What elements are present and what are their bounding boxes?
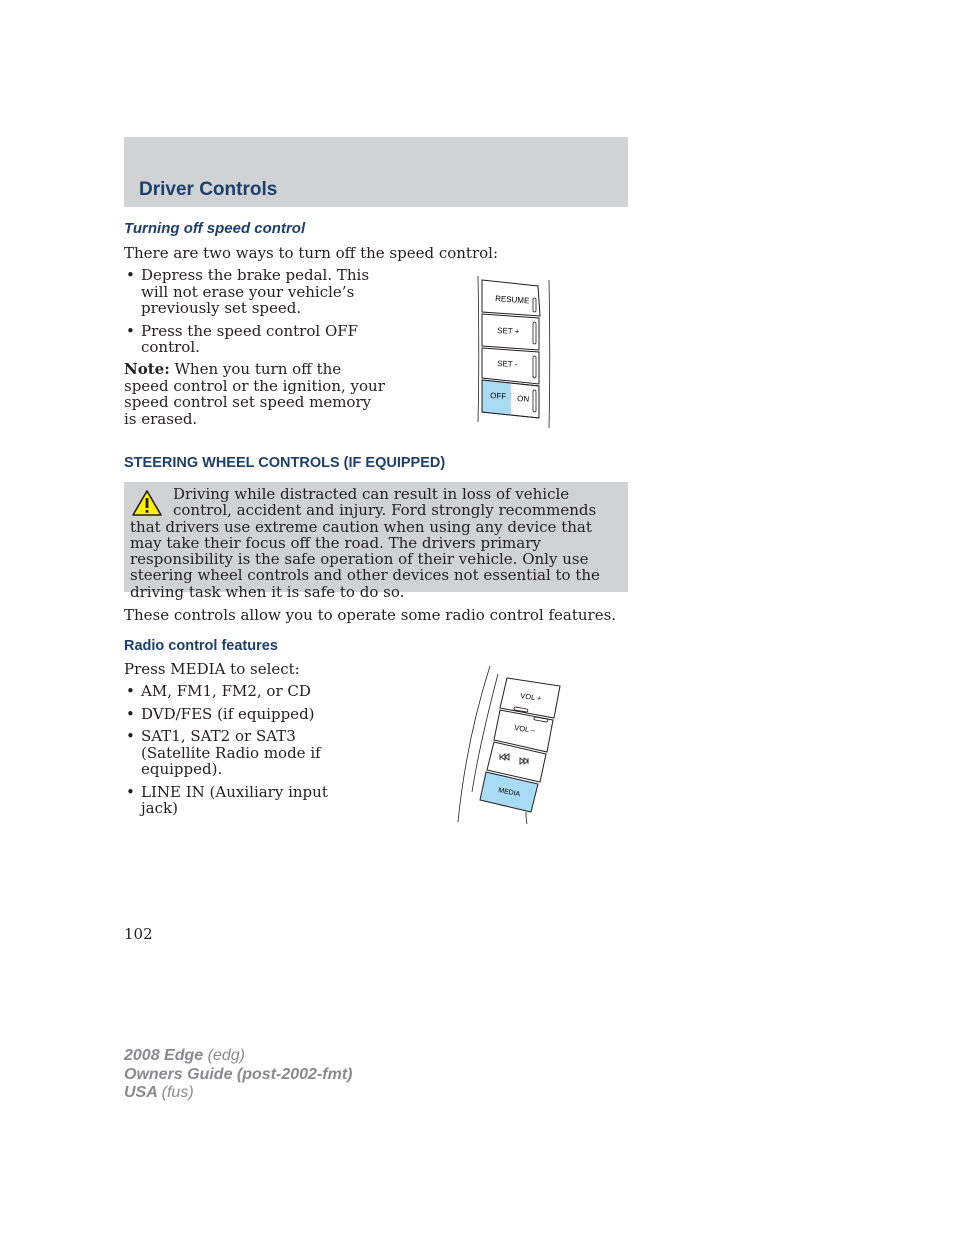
radio-controls-illustration xyxy=(454,662,566,826)
volume-down-label: VOL – xyxy=(513,723,536,735)
steering-controls-intro: These controls allow you to operate some radio control features. xyxy=(124,606,617,624)
speed-control-bullet-list xyxy=(124,267,386,362)
footer-model-code: (edg) xyxy=(207,1047,245,1064)
list-item: • LINE IN (Auxiliary input jack) xyxy=(124,784,364,817)
set-plus-button xyxy=(482,314,539,350)
list-item: • Press the speed control OFF control. xyxy=(124,323,386,356)
footer-model: 2008 Edge xyxy=(124,1047,204,1064)
resume-button xyxy=(482,280,540,316)
section-title: Driver Controls xyxy=(139,179,278,200)
radio-features-heading: Radio control features xyxy=(124,638,278,654)
off-on-switch xyxy=(482,380,539,418)
document-footer xyxy=(124,1047,352,1103)
radio-features-intro: Press MEDIA to select: xyxy=(124,660,300,678)
footer-market: USA xyxy=(124,1084,158,1101)
page-number: 102 xyxy=(124,925,153,943)
set-minus-button xyxy=(482,348,539,384)
section-header-band xyxy=(124,137,628,207)
set-plus-button-label: SET + xyxy=(496,326,520,337)
note-label: Note: xyxy=(124,360,170,378)
list-item: • AM, FM1, FM2, or CD xyxy=(124,683,364,700)
on-button-label: ON xyxy=(516,394,530,404)
off-button-label: OFF xyxy=(489,391,507,402)
speed-control-buttons-illustration xyxy=(476,270,556,430)
note-text: When you turn off the speed control or the ignition, your speed control set speed memory is erased. xyxy=(124,360,385,428)
speed-control-note xyxy=(124,361,386,427)
radio-features-bullet-list xyxy=(124,683,364,823)
speed-control-intro: There are two ways to turn off the speed control: xyxy=(124,244,499,262)
steering-controls-heading: STEERING WHEEL CONTROLS (IF EQUIPPED) xyxy=(124,455,446,471)
resume-button-label: RESUME xyxy=(494,294,530,306)
volume-up-label: VOL + xyxy=(519,691,542,703)
list-item: • DVD/FES (if equipped) xyxy=(124,706,364,723)
set-minus-button-label: SET - xyxy=(496,359,518,370)
warning-box xyxy=(124,482,628,601)
warning-text: Driving while distracted can result in loss of vehicle control, accident and injury. Ford strongly recommends that drivers use extreme caution when using any device that may take their focus off the road. The drivers primary responsibility is the safe operation of their vehicle. Only use steering wheel controls and other devices not essential to the driving task when it is safe to do so. xyxy=(130,485,600,601)
footer-guide: Owners Guide (post-2002-fmt) xyxy=(124,1065,353,1083)
list-item: • Depress the brake pedal. This will not erase your vehicle’s previously set speed. xyxy=(124,267,386,317)
media-button-label: MEDIA xyxy=(497,787,521,799)
list-item: • SAT1, SAT2 or SAT3 (Satellite Radio mode if equipped). xyxy=(124,728,364,778)
footer-market-code: (fus) xyxy=(161,1084,194,1101)
speed-control-subtitle: Turning off speed control xyxy=(124,220,306,237)
